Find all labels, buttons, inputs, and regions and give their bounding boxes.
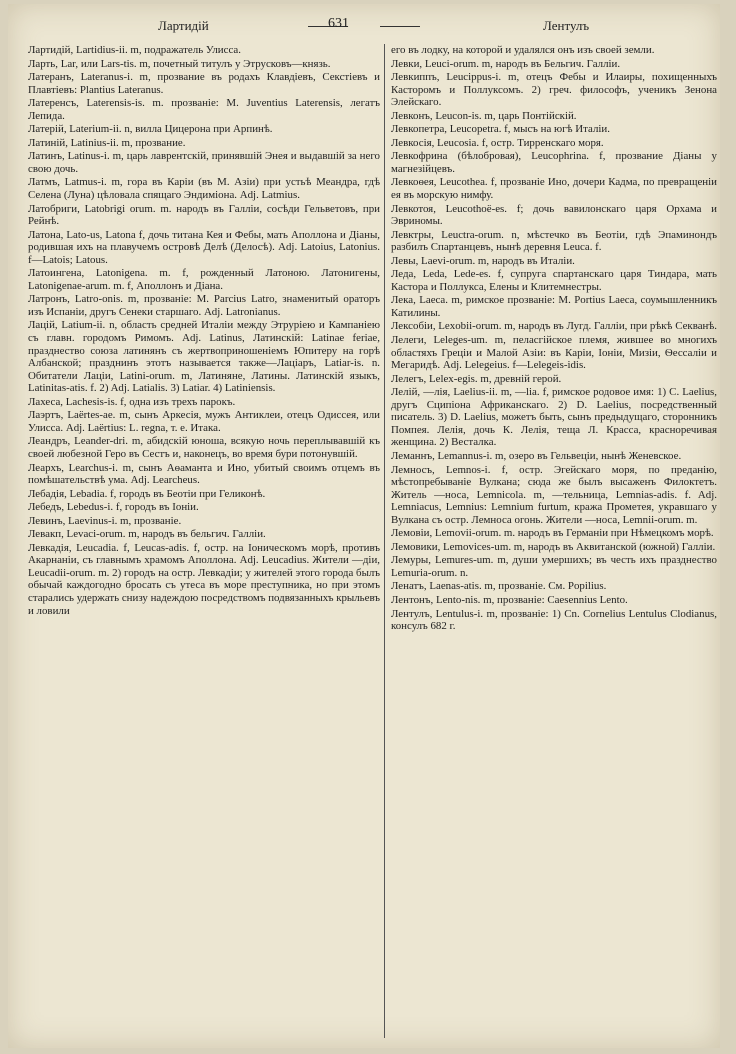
- dictionary-entry: Лелеги, Leleges-um. m, пеласгійское племя, жившее во многихъ областяхъ Греціи и Малой Азіи: въ Каріи, Іоніи, Мизіи, Ѳессаліи и Мегаридѣ. Adj. Lelegeius. f—Lelegeis-idis.: [391, 334, 717, 372]
- dictionary-entry: Латронъ, Latro-onis. m, прозваніе: M. Parcius Latro, знаменитый ораторъ изъ Испаніи, другъ Сенеки старшаго. Adj. Latronianus.: [28, 293, 380, 318]
- dictionary-page: [8, 4, 720, 1048]
- dictionary-entry: Левы, Laevi-orum. m, народъ въ Италіи.: [391, 254, 575, 267]
- dictionary-entry: Лентонъ, Lento-nis. m, прозваніе: Caesennius Lento.: [391, 593, 628, 606]
- dictionary-entry: Левкосія, Leucosia. f, остр. Тирренскаго моря.: [391, 136, 604, 149]
- header-left-headword: Лартидій: [158, 18, 209, 33]
- dictionary-entry: Лаэртъ, Laërtes-ae. m, сынъ Аркесія, мужъ Антиклеи, отецъ Одиссея, или Улисса. Adj. Laërtius: L. regna, т. е. Итака.: [28, 409, 380, 434]
- dictionary-entry: Левкофрина (бѣлобровая), Leucophrina. f, прозвание Діаны у магнезійцевъ.: [391, 150, 717, 175]
- dictionary-entry: Леда, Leda, Lede-es. f, супруга спартанскаго царя Тиндара, мать Кастора и Поллукса, Елены и Клитемнестры.: [391, 268, 717, 293]
- dictionary-entry: Латоингена, Latonigena. m. f, рожденный Латоною. Латонигены, Latonigenae-arum. m. f, Аполлонъ и Діана.: [28, 267, 380, 292]
- dictionary-entry: Латерій, Laterium-ii. n, вилла Цицерона при Арпинѣ.: [28, 123, 273, 136]
- dictionary-entry: Левктры, Leuctra-orum. n, мѣстечко въ Беотіи, гдѣ Эпаминондъ разбилъ Спартанцевъ, нынѣ деревня Leuca. f.: [391, 228, 717, 254]
- dictionary-entry: Латмъ, Latmus-i. m, гора въ Каріи (въ М. Азіи) при устьѣ Меандра, гдѣ Селена (Луна) цѣловала спящаго Эндиміона. Adj. Latmius.: [28, 176, 380, 202]
- dictionary-entry: Леманнъ, Lemannus-i. m, озеро въ Гельвеціи, нынѣ Женевское.: [391, 449, 682, 462]
- dictionary-entry: его въ лодку, на которой и удалялся онъ изъ своей земли.: [391, 44, 655, 56]
- dictionary-entry: Лебедъ, Lebedus-i. f, городъ въ Іоніи.: [28, 501, 199, 514]
- dictionary-entry: Левконъ, Leucon-is. m, царь Понтійскій.: [391, 109, 577, 122]
- header-rule-right: [380, 26, 420, 27]
- dictionary-entry: Левки, Leuci-orum. m, народъ въ Бельгич. Галліи.: [391, 57, 621, 70]
- dictionary-entry: Левакп, Levaci-orum. m, народъ въ бельгич. Галліи.: [28, 528, 266, 541]
- dictionary-entry: Лемовіи, Lemovii-orum. m. народъ въ Германіи при Нѣмецкомъ морѣ.: [391, 527, 714, 540]
- column-divider: [384, 44, 385, 1038]
- dictionary-entry: Лацій, Latium-ii. n, область средней Италіи между Этруріею и Кампаніею съ главн. городомъ Римомъ. Adj. Latinus, Латинскій: Latinae feriae, празднество союза латинянъ съ жертвоприношеніемъ Юпитеру на горѣ Албанской; празднинъ этотъ называется также—Лацiаръ, Latiar-is. n. Обитатели Лацiи, Latini-orum. m, Латиняне, Латины. Латинскій языкъ, Latinitas-atis. f. 2) Adj. Latialis. 3) Latiar. 4) Latiniensis.: [28, 319, 380, 395]
- dictionary-entry: Левкопетра, Leucopetra. f, мысъ на югѣ Италіи.: [391, 123, 610, 136]
- page-number: 631: [328, 16, 349, 31]
- dictionary-entry: Леархъ, Learchus-i. m, сынъ Аѳаманта и Ино, убитый своимъ отцемъ въ помѣшательствѣ ума. Adj. Learcheus.: [28, 461, 380, 487]
- dictionary-entry: Латона, Lato-us, Latona f, дочь титана Кея и Фебы, мать Аполлона и Діаны, родившая ихъ на плавучемъ островѣ Делѣ (Делосѣ). Adj. Latoius, Latonius. f—Latois; Latous.: [28, 228, 380, 266]
- header-right-headword: Лентулъ: [543, 18, 590, 33]
- dictionary-entry: Лемносъ, Lemnos-i. f, остр. Эгейскаго моря, по преданію, мѣстопребываніе Вулкана; сюда же былъ высаженъ Филоктетъ. Житель —носа, Lemnicola. m, —тельница, Lemnias-adis. f. Adj. Lemniacus, Lemnius: Lemnium furtum, кража Прометея, укравшаго у Вулкана съ остр. Лемноса огонь. Жители —носа, Lemnii-orum. m.: [391, 463, 717, 526]
- dictionary-entry: Лелегъ, Lelex-egis. m, древній герой.: [391, 372, 562, 385]
- dictionary-entry: Лебадія, Lebadia. f, городъ въ Беотіи при Геликонѣ.: [28, 487, 266, 500]
- dictionary-entry: Ларть, Lar, или Lars-tis. m, почетный титулъ у Этрусковъ—князь.: [28, 57, 331, 70]
- dictionary-entry: Левкадія, Leucadia. f, Leucas-adis. f, остр. на Іоническомъ морѣ, противъ Акарнаніи, съ главнымъ храмомъ Аполлона. Adj. Leucadius. Жители —діи, Leucadii-orum. m. 2) городъ на остр. Левкадіи; у жителей этого города былъ обычай каждогодно бросать съ утеса въ море преступника, но при этомъ старались удержать снизу надеждою посредствомъ подвязанныхъ крыльевъ и ловили: [28, 541, 380, 617]
- dictionary-entry: Лахеса, Lachesis-is. f, одна изъ трехъ парокъ.: [28, 395, 236, 408]
- dictionary-entry: Лентулъ, Lentulus-i. m, прозваніе: 1) Cn. Cornelius Lentulus Clodianus, консулъ 682 г.: [391, 607, 717, 633]
- dictionary-entry: Лартидій, Lartidius-ii. m, подражатель Улисса.: [28, 44, 241, 56]
- dictionary-entry: Левкиппъ, Leucippus-i. m, отецъ Фебы и Илаиры, похищенныхъ Касторомъ и Поллуксомъ. 2) греч. философъ, ученикъ Зенона Элейскаго.: [391, 71, 717, 109]
- dictionary-entry: Лексобіи, Lexobii-orum. m, народъ въ Лугд. Галліи, при рѣкѣ Секванѣ.: [391, 320, 718, 333]
- dictionary-entry: Латеренсъ, Laterensis-is. m. прозваніе: M. Juventius Laterensis, легатъ Лепида.: [28, 97, 380, 122]
- page-header: [8, 12, 720, 38]
- dictionary-entry: Лемовики, Lemovices-um. m, народъ въ Аквитанской (южной) Галліи.: [391, 540, 716, 553]
- dictionary-entry: Лемуры, Lemures-um. m, души умершихъ; въ честь ихъ празднество Lemuria-orum. n.: [391, 554, 717, 579]
- right-column: [391, 44, 717, 634]
- dictionary-entry: Латобриги, Latobrigi orum. m. народъ въ Галліи, сосѣди Гельветовъ, при Рейнѣ.: [28, 202, 380, 228]
- dictionary-entry: Ленатъ, Laenas-atis. m, прозваніе. См. Popilius.: [391, 580, 607, 593]
- dictionary-entry: Левкотоя, Leucothoë-es. f; дочь вавилонскаго царя Орхама и Эвриномы.: [391, 202, 717, 228]
- dictionary-entry: Левинъ, Laevinus-i. m, прозваніе.: [28, 514, 182, 527]
- dictionary-entry: Латиній, Latinius-ii. m, прозвание.: [28, 136, 186, 149]
- dictionary-entry: Латинъ, Latinus-i. m, царь лаврентскій, принявшій Энея и выдавшій за него свою дочь.: [28, 150, 380, 175]
- left-column: [28, 44, 380, 618]
- dictionary-entry: Лека, Laeca. m, римское прозваніе: M. Portius Laeca, соумышленникъ Катилины.: [391, 294, 717, 319]
- dictionary-entry: Лелій, —лія, Laelius-ii. m, —lia. f, римское родовое имя: 1) C. Laelius, другъ Сципіона Африканскаго. 2) D. Laelius, посредственный писатель. 3) D. Laelius, можетъ быть, сынъ предыдущаго, сторонникъ Помпея. Лелія, дочь К. Лелія, теща Л. Красса, красноречивая женщина. 2) Весталка.: [391, 386, 717, 449]
- dictionary-entry: Латеранъ, Lateranus-i. m, прозвание въ родахъ Клавдіевъ, Секстіевъ и Плавтіевъ: Plantius Lateranus.: [28, 71, 380, 96]
- dictionary-entry: Левкоѳея, Leucothea. f, прозваніе Ино, дочери Кадма, по превращеніи ея въ морскую нимфу.: [391, 176, 717, 202]
- dictionary-entry: Леандръ, Leander-dri. m, абидскій юноша, всякую ночь переплывавшій къ своей любезной Геро въ Сестъ и, наконецъ, во время бури потонувшій.: [28, 435, 380, 460]
